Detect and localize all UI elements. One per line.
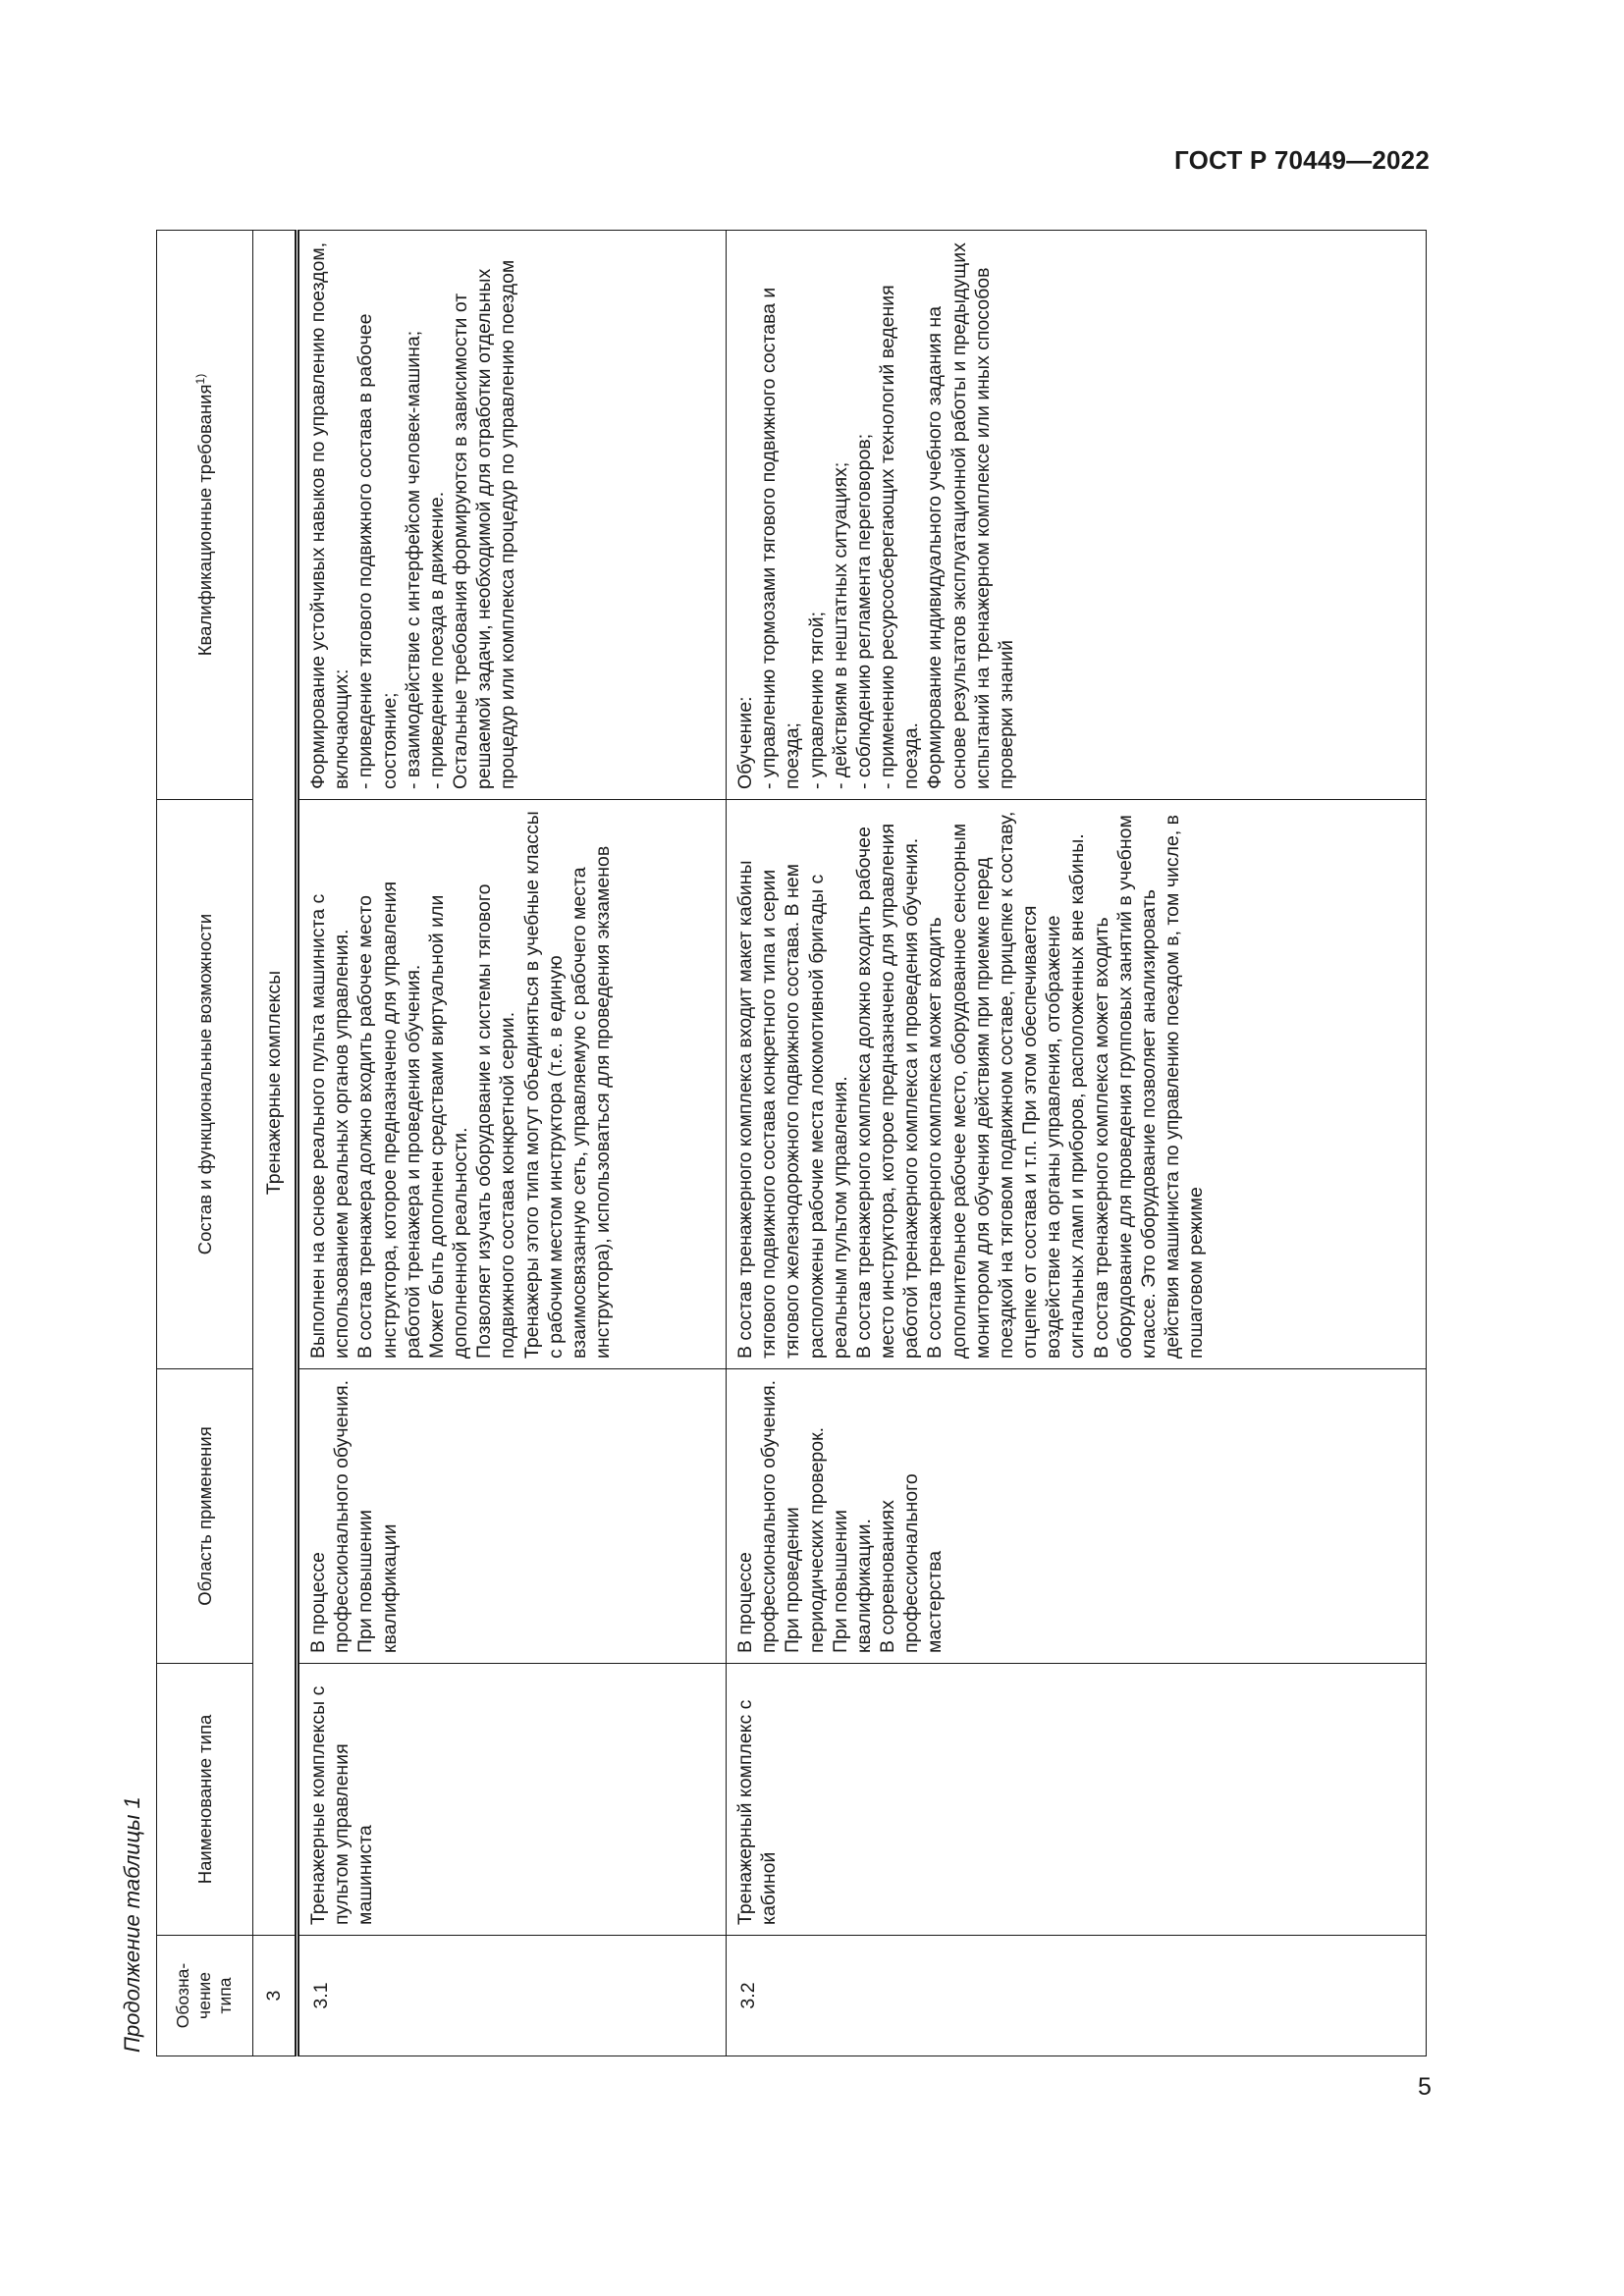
qualification-line: Остальные требования формируются в зависимости от решаемой задачи, необходимой для отработки отдельных процедур или комплекса процедур по управлению поездом <box>450 259 519 789</box>
row-code: 3.2 <box>727 1936 1427 2056</box>
header-qualification <box>157 231 253 800</box>
header-qualification-text: Квалификационные требования <box>194 384 216 657</box>
header-composition: Состав и функциональные возможности <box>157 800 253 1369</box>
row-composition <box>298 800 727 1369</box>
header-code-text: Обозна- чение типа <box>172 1962 236 2029</box>
scope-line: При проведении периодических проверок. <box>782 1426 828 1653</box>
composition-line: В состав тренажерного комплекса входит макет кабины тягового подвижного состава конкретного типа и серии тягового железнодорожного подвижного состава. В нем расположены рабочие места локомотивной бригады с реальным пультом управления. <box>734 860 851 1359</box>
section-row <box>253 231 298 2056</box>
qualification-line: - действиям в нештатных ситуациях; <box>829 461 851 789</box>
qualification-line: Формирование индивидуального учебного задания на основе результатов эксплуатационной работы и предыдущих испытаний на тренажерном комплексе или иных способов проверки знаний <box>924 242 1017 789</box>
page-number: 5 <box>1418 2073 1432 2101</box>
row-qualification <box>298 231 727 800</box>
qualification-line: - применению ресурсосберегающих технологий ведения поезда. <box>877 285 923 789</box>
row-scope: В процессе профессионального обучения. При повышении квалификации <box>298 1369 727 1664</box>
section-title: Тренажерные комплексы <box>253 231 298 1936</box>
table-row <box>727 231 1427 2056</box>
scope-line: В соревнованиях профессионального мастерства <box>877 1473 947 1653</box>
header-row <box>157 231 253 2056</box>
row-type-name: Тренажерный комплекс с кабиной <box>727 1664 1427 1936</box>
composition-line: Выполнен на основе реального пульта машиниста с использованием реальных органов управления. <box>307 893 353 1359</box>
composition-line: Может быть дополнен средствами виртуальной или дополненной реальности. <box>425 894 472 1359</box>
row-scope <box>727 1369 1427 1664</box>
section-number: 3 <box>253 1936 298 2056</box>
qualification-line: Обучение: <box>734 696 756 789</box>
composition-line: В состав тренажерного комплекса может входить оборудование для проведения групповых занятий в учебном классе. Это оборудование позволяет анализировать действия машиниста по управлению поездом в, том числе, в пошаговом режиме <box>1090 814 1208 1359</box>
composition-line: Позволяет изучать оборудование и системы тягового подвижного состава конкретной серии. <box>473 883 519 1359</box>
table-row <box>298 231 727 2056</box>
row-composition <box>727 800 1427 1369</box>
qualification-line: - приведение поезда в движение. <box>425 491 448 789</box>
requirements-table <box>156 230 1427 2056</box>
qualification-line: - управлению тягой; <box>805 611 828 789</box>
rotated-table-block <box>113 231 1427 2056</box>
table-caption: Продолжение таблицы 1 <box>120 1796 144 2053</box>
qualification-line: Формирование устойчивых навыков по управлению поездом, включающих: <box>307 241 353 789</box>
row-type-name: Тренажерные комплексы с пультом управления машиниста <box>298 1664 727 1936</box>
scope-line: В процессе профессионального обучения. <box>734 1379 781 1653</box>
footnote-mark: 1) <box>193 373 208 385</box>
scope-line: При повышении квалификации. <box>829 1510 875 1653</box>
qualification-line: - приведение тягового подвижного состава в рабочее состояние; <box>354 313 401 789</box>
qualification-line: - соблюдению регламента переговоров; <box>852 433 875 789</box>
qualification-line: - взаимодействие с интерфейсом человек-машина; <box>402 330 424 789</box>
row-code: 3.1 <box>298 1936 727 2056</box>
row-qualification <box>727 231 1427 800</box>
composition-line: Тренажеры этого типа могут объединяться в учебные классы с рабочим местом инструктора (т.е. в единую взаимосвязанную сеть, управляемую с рабочего места инструктора), использоваться для проведения экзаменов <box>520 811 615 1359</box>
qualification-line: - управлению тормозами тягового подвижного состава и поезда; <box>758 287 804 789</box>
composition-line: В состав тренажерного комплекса должно входить рабочее место инструктора, которое предназначено для управления работой тренажерного комплекса и проведения обучения. <box>852 823 923 1359</box>
header-name: Наименование типа <box>157 1664 253 1936</box>
composition-line: В состав тренажера должно входить рабочее место инструктора, которое предназначено для управления работой тренажера и проведения обучения. <box>354 881 424 1359</box>
header-scope: Область применения <box>157 1369 253 1664</box>
document-code: ГОСТ Р 70449—2022 <box>1174 145 1430 175</box>
header-code <box>157 1936 253 2056</box>
composition-line: В состав тренажерного комплекса может входить дополнительное рабочее место, оборудованное сенсорным монитором для обучения действиям при приемке перед поездкой на тяговом подвижном составе, прицепке к составу, отцепке от состава и т.п. При этом обеспечивается воздействие на органы управления, отображение сигнальных ламп и приборов, расположенных вне кабины. <box>924 811 1089 1359</box>
